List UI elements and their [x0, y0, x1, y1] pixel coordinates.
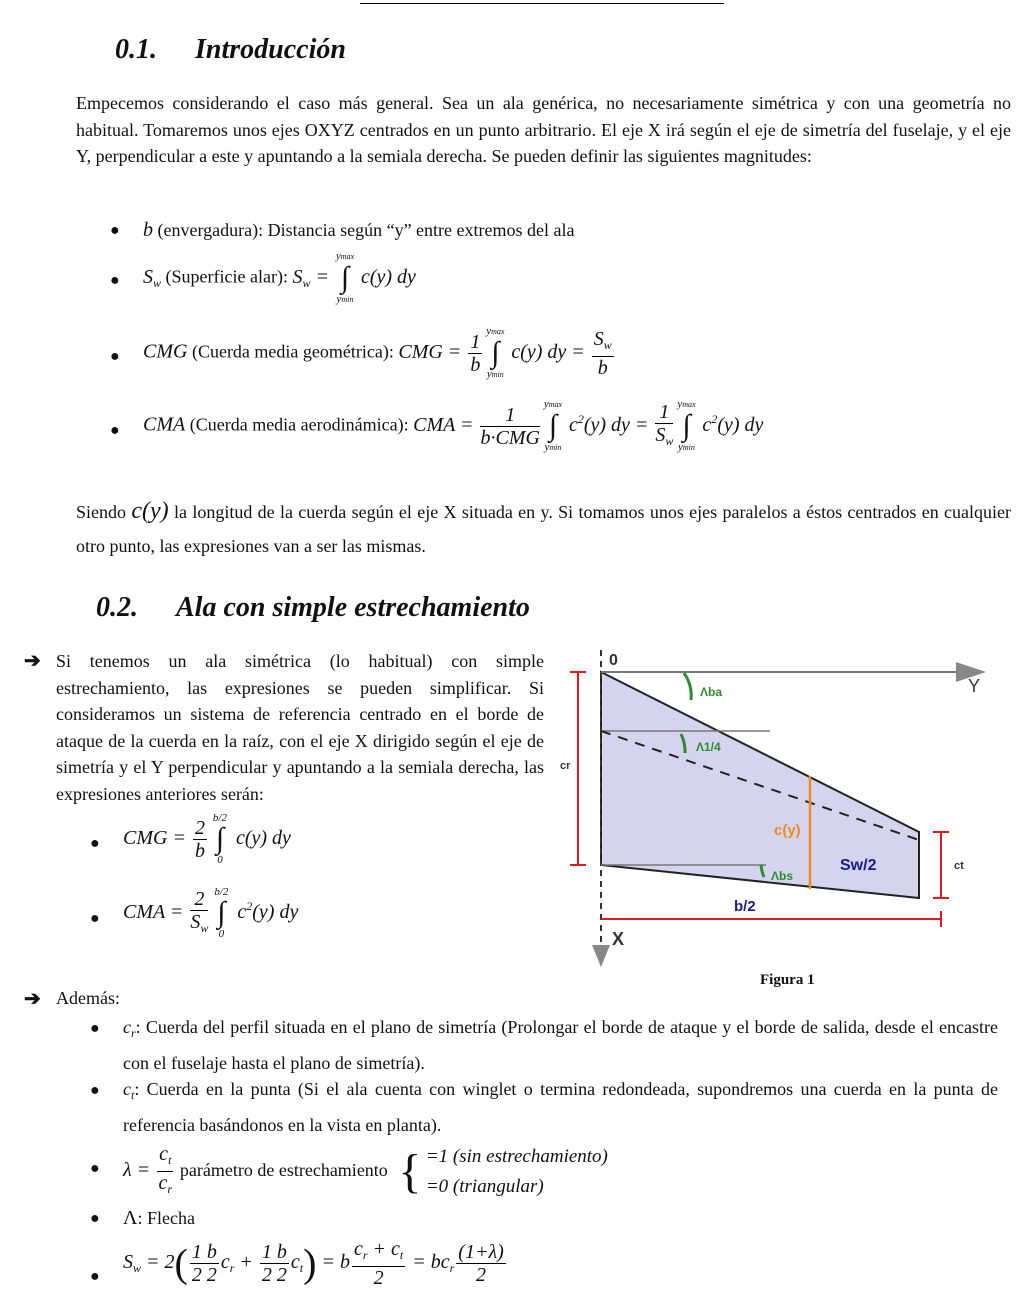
lambda-ba-arc [684, 673, 691, 700]
b2-label: b/2 [734, 898, 756, 915]
bullet-cma: CMA (Cuerda media aerodinámica): CMA = 1 b·CMG ymax ∫ ymin $c^2(y)$ dy = $\frac{1}{S_w}$ ymax ∫ ymin $c^2(y)$ dy [143, 398, 764, 453]
wing-planform-figure [556, 645, 1016, 975]
formula-cmg: CMG = $\frac{1}{b}$ ymax ∫ ymin c(y) dy = $\frac{S_w}{b}$ [398, 325, 612, 380]
lambda-ba-label: Λba [700, 685, 723, 699]
intro-paragraph-2: Siendo c(y) la longitud de la cuerda según el eje X situada en y. Si tomamos unos ejes paralelos a éstos centrados en cualquier otro punto, las expresiones van a ser las mismas. [76, 498, 1012, 556]
formula-cmg-taper: CMG = $\frac{2}{b}$ b/2 ∫ 0 c(y) dy [123, 812, 291, 866]
arrow-right-icon: ➔ [24, 988, 41, 1010]
lambda-case-1: =1 (sin estrechamiento) [425, 1146, 608, 1167]
bullet-cmg: CMG (Cuerda media geométrica): CMG = $\frac{1}{b}$ ymax ∫ ymin c(y) dy = $\frac{S_w}{b}$ [143, 325, 616, 381]
bullet-icon: ● [110, 422, 120, 439]
bullet-icon: ● [90, 835, 100, 852]
formula-sw-taper: $S_w = 2$( $\frac{1 b}{2 2}$ $c_r$ + $\frac{1 b}{2 2}$ $c_t) = b$ $\frac{c_r + c_t}{2}$ = $bc_r$ $\frac{(1+\lambda)}{2}$ [123, 1238, 504, 1289]
formula-sw: $S_w$ = ymax ∫ ymin c(y) dy [292, 250, 416, 305]
bullet-icon: ● [90, 1160, 100, 1177]
bullet-sw: $S_w$ (Superficie alar): $S_w$ = ymax ∫ ymin c(y) dy [143, 250, 416, 305]
p2-start: Siendo [76, 502, 127, 522]
section-number: 0.1. [115, 34, 157, 65]
bullet-sw-text: (Superficie alar): [165, 266, 288, 287]
header-rule [360, 3, 724, 4]
y-axis-label: Y [968, 676, 981, 696]
lambda-bs-label: Λbs [771, 869, 794, 883]
bullet-cr: $c_r$: Cuerda del perfil situada en el plano de simetría (Prolongar el borde de ataque y el borde de salida, desde el encastre con el fuselaje hasta el plano de simetría). [123, 1017, 998, 1073]
bullet-cma-text: (Cuerda media aerodinámica): [189, 414, 409, 435]
bullet-b-text: (envergadura): Distancia según “y” entre extremos del ala [157, 220, 575, 240]
section-heading-taper [96, 592, 530, 624]
bullet-cmg-text: (Cuerda media geométrica): [191, 341, 394, 362]
bullet-icon: ● [110, 272, 120, 289]
flecha-text: : Flecha [137, 1208, 195, 1228]
ct-text: : Cuerda en la punta (Si el ala cuenta con winglet o termina redondeada, supondremos una cuerda en la punta de referencia basándonos en la vista en planta). [123, 1079, 998, 1135]
intro-paragraph: Empecemos considerando el caso más general. Sea un ala genérica, no necesariamente simétrica y con una geometría no habitual. Tomaremos unos ejes OXYZ centrados en un punto arbitrario. El eje X irá según el eje de simetría del fuselaje, y el eje Y, perpendicular a este y apuntando a la semiala derecha. Se pueden definir las siguientes magnitudes: [76, 93, 1011, 166]
x-axis-arrow-icon [592, 945, 610, 967]
bullet-ct: $c_t$: Cuerda en la punta (Si el ala cuenta con winglet o termina redondeada, supondremos una cuerda en la punta de referencia basándonos en la vista en planta). [123, 1079, 998, 1135]
bullet-icon: ● [110, 222, 120, 239]
figure-caption: Figura 1 [760, 972, 815, 988]
bullet-flecha: Λ: Flecha [123, 1207, 195, 1229]
section-title: Introducción [195, 34, 346, 65]
cy-label: c(y) [774, 822, 801, 839]
bullet-icon: ● [110, 348, 120, 365]
formula-cma-taper: CMA = $\frac{2}{S_w}$ b/2 ∫ 0 $c^2(y)$ dy [123, 886, 299, 940]
formula-cma: CMA = 1 b·CMG ymax ∫ ymin $c^2(y)$ dy = $\frac{1}{S_w}$ ymax ∫ ymin $c^2(y)$ dy [413, 398, 764, 453]
section-number: 0.2. [96, 592, 138, 623]
lambda-case-0: =0 (triangular) [425, 1176, 544, 1197]
bullet-lambda: λ = $\frac{c_t}{c_r}$ parámetro de estrechamiento { =1 (sin estrechamiento) =0 (triangular) [123, 1142, 608, 1202]
arrow-right-icon: ➔ [24, 650, 41, 672]
tip-chord-label: ct [954, 860, 964, 872]
origin-label: 0 [609, 652, 618, 669]
taper-paragraph: Si tenemos un ala simétrica (lo habitual) con simple estrechamiento, las expresiones se pueden simplificar. Si consideramos un sistema de referencia centrado en el borde de ataque de la cuerda en la raíz, con el eje X dirigido según el eje de simetría y el Y perpendicular y apuntando a la semiala derecha, las expresiones anteriores serán: [56, 651, 544, 804]
sw2-label: Sw/2 [840, 857, 877, 874]
bullet-icon: ● [90, 1210, 100, 1227]
lambda-14-label: Λ1/4 [696, 740, 721, 754]
bullet-icon: ● [90, 1268, 100, 1285]
bullet-icon: ● [90, 1020, 100, 1037]
p2-end: la longitud de la cuerda según el eje X situada en y. Si tomamos unos ejes paralelos a éstos centrados en cualquier otro punto, las expresiones van a ser las mismas. [76, 502, 1012, 556]
cr-text: : Cuerda del perfil situada en el plano de simetría (Prolongar el borde de ataque y el borde de salida, desde el encastre con el fuselaje hasta el plano de simetría). [123, 1017, 998, 1073]
bullet-icon: ● [90, 1082, 100, 1099]
root-chord-label: cr [560, 760, 571, 772]
section-title: Ala con simple estrechamiento [176, 592, 530, 623]
bullet-b: b (envergadura): Distancia según “y” entre extremos del ala [143, 219, 575, 241]
section-heading-intro [115, 34, 346, 66]
ademas-label: Además: [56, 988, 120, 1008]
bullet-icon: ● [90, 910, 100, 927]
lambda-text: parámetro de estrechamiento [179, 1160, 388, 1181]
x-axis-label: X [612, 929, 625, 949]
